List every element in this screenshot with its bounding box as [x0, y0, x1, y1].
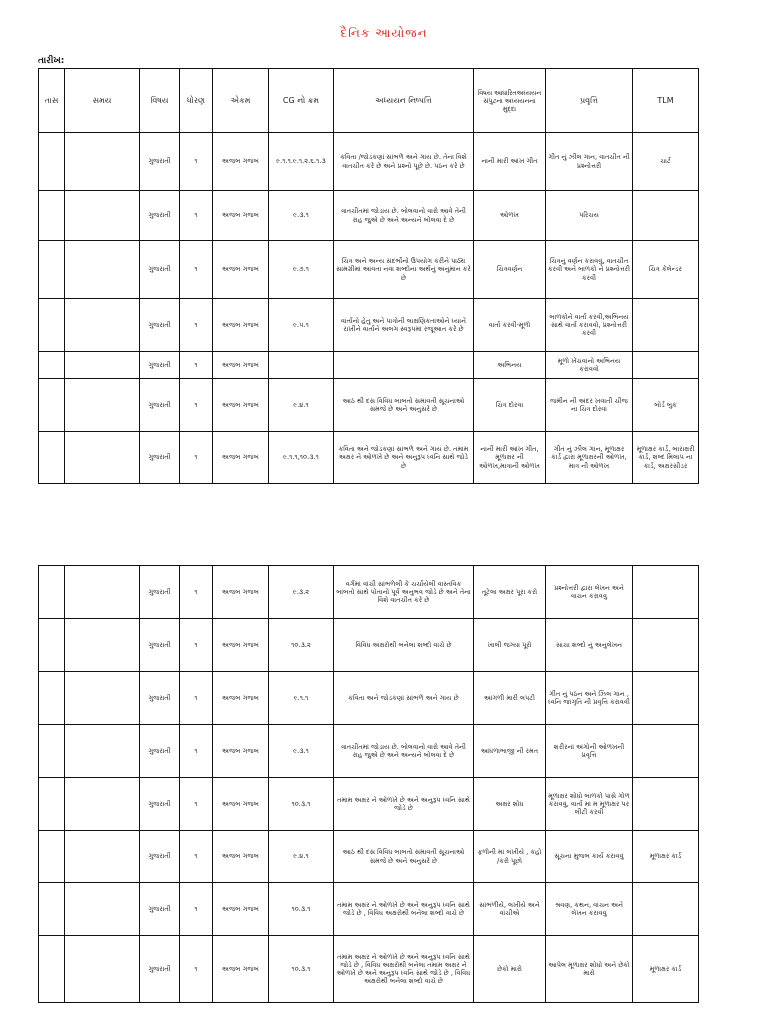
period-cell: [39, 619, 65, 672]
table-row: [39, 778, 699, 831]
unit-cell: અજબ ગજબ: [213, 619, 269, 672]
period-cell: [39, 883, 65, 936]
tlm-cell: [633, 299, 699, 352]
unit-cell: અજબ ગજબ: [213, 191, 269, 241]
outcome-cell: કવિતા અને જોડકણાં સાંભળે અને ગાય છે. તમામ અક્ષર ને ઓળખે છે અને અનુરૂપ ધ્વનિ સાથે જોડે છે: [334, 432, 474, 484]
period-cell: [39, 133, 65, 191]
cg-cell: ૧૦.૩.૨: [269, 619, 334, 672]
unit-cell: અજબ ગજબ: [213, 831, 269, 883]
topic-cell: સાંભળીયે, લખીયે અને વાંચીએ: [474, 883, 546, 936]
table-row: [39, 831, 699, 883]
tlm-cell: [633, 725, 699, 778]
table-row: [39, 352, 699, 379]
daily-plan-table-1: [38, 68, 699, 484]
outcome-cell: વિવિધ અક્ષરોથી બનેલા શબ્દો વાચે છે: [334, 619, 474, 672]
std-cell: ૧: [180, 379, 213, 432]
outcome-cell: આઠ થી દસ વિવિધ બાબતો સમાવતી સૂચનાઓ સમજે છે અને અનુસરે છે: [334, 831, 474, 883]
unit-cell: અજબ ગજબ: [213, 379, 269, 432]
subject-cell: ગુજરાતી: [140, 566, 180, 619]
tlm-cell: [633, 883, 699, 936]
period-cell: [39, 379, 65, 432]
topic-cell: તૂટેલા અક્ષર પૂરા કરો: [474, 566, 546, 619]
header-cell: વિષય: [140, 69, 180, 133]
table-row: [39, 133, 699, 191]
subject-cell: ગુજરાતી: [140, 672, 180, 725]
tlm-cell: [633, 191, 699, 241]
topic-cell: ચિત્ર દોરવા: [474, 379, 546, 432]
activity-cell: ગીત નું પઠન અને ઝિલ ગાન , ધ્વનિ જાગૃતિ ની પ્રવૃત્તિ કરાવવી: [546, 672, 633, 725]
std-cell: ૧: [180, 672, 213, 725]
time-cell: [65, 299, 140, 352]
activity-cell: ચિત્રનું વર્ણન કરાવવું, વાતચીત કરવી અને બાળકો ને પ્રશ્નોત્તરી કરવી: [546, 241, 633, 299]
period-cell: [39, 778, 65, 831]
std-cell: ૧: [180, 883, 213, 936]
period-cell: [39, 299, 65, 352]
topic-cell: આંધળાભાજી ની રમત: [474, 725, 546, 778]
topic-cell: આંગળી મારી લપટી: [474, 672, 546, 725]
cg-cell: [269, 352, 334, 379]
activity-cell: મૂળાક્ષર શોધો બાળકો પાસે ગોળ કરાવવું, વાર્તા માં મ મૂળાક્ષર પર લીટી કરવી: [546, 778, 633, 831]
time-cell: [65, 883, 140, 936]
outcome-cell: વાતચીતમાં જોડાય છે. બોલવાનો વારો આવે તેની રાહ જુએ છે અને અન્યને બોલવા દે છે: [334, 725, 474, 778]
cg-cell: ૧૦.૩.૧: [269, 883, 334, 936]
subject-cell: ગુજરાતી: [140, 352, 180, 379]
time-cell: [65, 352, 140, 379]
time-cell: [65, 566, 140, 619]
header-cell: CG નો ક્રમ: [269, 69, 334, 133]
activity-cell: આપેલ મૂળાક્ષર શોધો અને છેકો મારો: [546, 936, 633, 1003]
subject-cell: ગુજરાતી: [140, 241, 180, 299]
cg-cell: ૯.૫.૧: [269, 299, 334, 352]
activity-cell: ગીત નું ઝીલ ગાન, વાતચીત ની પ્રશ્નોત્તરી: [546, 133, 633, 191]
tlm-cell: મૂળાક્ષર કાર્ડ: [633, 831, 699, 883]
std-cell: ૧: [180, 619, 213, 672]
activity-cell: મૂળો ખેંચવાનો અભિનય કરાવવો: [546, 352, 633, 379]
tlm-cell: બોર્ડ બુક: [633, 379, 699, 432]
std-cell: ૧: [180, 241, 213, 299]
unit-cell: અજબ ગજબ: [213, 566, 269, 619]
outcome-cell: કવિતા /જોડકણાં સાંભળે અને ગાય છે. તેના વિશે વાતચીત કરે છે અને પ્રશ્નો પૂછે છે. પઠન કરે છે: [334, 133, 474, 191]
subject-cell: ગુજરાતી: [140, 191, 180, 241]
period-cell: [39, 672, 65, 725]
table-row: [39, 619, 699, 672]
unit-cell: અજબ ગજબ: [213, 133, 269, 191]
table-row: [39, 299, 699, 352]
subject-cell: ગુજરાતી: [140, 299, 180, 352]
activity-cell: પરિચય: [546, 191, 633, 241]
cg-cell: ૯.૭.૧: [269, 241, 334, 299]
tlm-cell: મૂળાક્ષર કાર્ડ: [633, 936, 699, 1003]
table-row: [39, 672, 699, 725]
table-row: [39, 379, 699, 432]
table-row: [39, 725, 699, 778]
tlm-cell: મૂળાક્ષર કાર્ડ, બારાક્ષરી કાર્ડ, શબ્દ મિલાપ ના કાર્ડ, અક્ષરસીડર: [633, 432, 699, 484]
header-cell: તાસ: [39, 69, 65, 133]
table-row: [39, 432, 699, 484]
header-cell: TLM: [633, 69, 699, 133]
std-cell: ૧: [180, 191, 213, 241]
outcome-cell: [334, 352, 474, 379]
topic-cell: છેકો મારો: [474, 936, 546, 1003]
activity-cell: જમીન ની અંદર ખવાતી ચીજ ના ચિત્ર દોરવા: [546, 379, 633, 432]
time-cell: [65, 778, 140, 831]
time-cell: [65, 725, 140, 778]
unit-cell: અજબ ગજબ: [213, 352, 269, 379]
header-cell: પ્રવૃત્તિ: [546, 69, 633, 133]
outcome-cell: વાર્તાનો હેતુ અને પાત્રોની લાક્ષણિકતાઓને ધ્યાને રાખીને વાર્તાને અલગ સ્વરૂપમાં રજૂઆત કરે છે: [334, 299, 474, 352]
time-cell: [65, 672, 140, 725]
topic-cell: વાર્તા કરવી-મૂળો: [474, 299, 546, 352]
cg-cell: ૯.૪.૧: [269, 379, 334, 432]
std-cell: ૧: [180, 778, 213, 831]
cg-cell: ૯.૩.૧: [269, 191, 334, 241]
header-cell: એકમ: [213, 69, 269, 133]
activity-cell: સાચા શબ્દો નું અનુલેખન: [546, 619, 633, 672]
time-cell: [65, 936, 140, 1003]
cg-cell: ૧૦.૩.૧: [269, 936, 334, 1003]
tlm-cell: [633, 778, 699, 831]
table-row: [39, 241, 699, 299]
time-cell: [65, 191, 140, 241]
period-cell: [39, 936, 65, 1003]
outcome-cell: વર્ગમાં વાંચી સાંભળેલી કે ચર્ચાયેલી વાસ્તવિક બાબતો સાથે પોતાનો પૂર્વ અનુભવ જોડે છે અને તેના વિશે વાતચીત કરે છે: [334, 566, 474, 619]
subject-cell: ગુજરાતી: [140, 831, 180, 883]
tlm-cell: [633, 619, 699, 672]
time-cell: [65, 379, 140, 432]
cg-cell: ૯.૩.૧: [269, 725, 334, 778]
topic-cell: અક્ષર શોધ: [474, 778, 546, 831]
period-cell: [39, 566, 65, 619]
topic-cell: ફળોની માં લખીયે , કહો /કરો પૂછો: [474, 831, 546, 883]
activity-cell: સૂચના મુજબ કાર્ય કરાવવું: [546, 831, 633, 883]
outcome-cell: આઠ થી દસ વિવિધ બાબતો સમાવતી સૂચનાઓ સમજે છે અને અનુસરે છે: [334, 379, 474, 432]
unit-cell: અજબ ગજબ: [213, 432, 269, 484]
table-row: [39, 566, 699, 619]
std-cell: ૧: [180, 566, 213, 619]
header-cell: ધોરણ: [180, 69, 213, 133]
table-row: [39, 936, 699, 1003]
unit-cell: અજબ ગજબ: [213, 672, 269, 725]
outcome-cell: વાતચીતમાં જોડાય છે. બોલવાનો વારો આવે તેની રાહ જુએ છે અને અન્યને બોલવા દે છે: [334, 191, 474, 241]
topic-cell: અભિનય: [474, 352, 546, 379]
outcome-cell: તમામ અક્ષર ને ઓળખે છે અને અનુરૂપ ધ્વનિ સાથે જોડે છે , વિવિધ અક્ષરોથી બનેલા તમામ અક્ષર ને ઓળખે છે અને અનુરૂપ ધ્વનિ સાથે જોડે છે , વિવિધ અક્ષરોથી બનેલા શબ્દો વાચે છે: [334, 936, 474, 1003]
time-cell: [65, 831, 140, 883]
cg-cell: ૯.૪.૧: [269, 831, 334, 883]
subject-cell: ગુજરાતી: [140, 936, 180, 1003]
subject-cell: ગુજરાતી: [140, 133, 180, 191]
topic-cell: નાની મારી આંખ ગીત: [474, 133, 546, 191]
std-cell: ૧: [180, 133, 213, 191]
period-cell: [39, 725, 65, 778]
time-cell: [65, 133, 140, 191]
unit-cell: અજબ ગજબ: [213, 725, 269, 778]
cg-cell: ૧૦.૩.૧: [269, 778, 334, 831]
tlm-cell: [633, 352, 699, 379]
period-cell: [39, 432, 65, 484]
std-cell: ૧: [180, 831, 213, 883]
header-cell: વિષય આધારિતઅધ્યયન સંપુટના અધ્યયનના મુદ્દા: [474, 69, 546, 133]
subject-cell: ગુજરાતી: [140, 432, 180, 484]
time-cell: [65, 241, 140, 299]
subject-cell: ગુજરાતી: [140, 379, 180, 432]
daily-plan-table-2: [38, 565, 699, 1003]
time-cell: [65, 619, 140, 672]
unit-cell: અજબ ગજબ: [213, 299, 269, 352]
std-cell: ૧: [180, 352, 213, 379]
activity-cell: શ્રવણ, કથન, વાંચન અને લેખન કરાવવુ: [546, 883, 633, 936]
outcome-cell: ચિત્ર અને અન્ય સંદર્ભોનો ઉપયોગ કરીને પાઠ્ય સામગ્રીમાં આવતા નવા શબ્દોના અર્થનું અનુમાન કરે છે: [334, 241, 474, 299]
period-cell: [39, 241, 65, 299]
subject-cell: ગુજરાતી: [140, 778, 180, 831]
tlm-cell: ચિત્ર કેલેન્ડર: [633, 241, 699, 299]
subject-cell: ગુજરાતી: [140, 883, 180, 936]
period-cell: [39, 352, 65, 379]
std-cell: ૧: [180, 299, 213, 352]
period-cell: [39, 191, 65, 241]
topic-cell: ઓળખ: [474, 191, 546, 241]
tlm-cell: [633, 566, 699, 619]
activity-cell: પ્રશ્નોત્તરી દ્વારા લેખન અને વાચન કરાવવુ: [546, 566, 633, 619]
activity-cell: શરીરનાં અંગોની ઓળખની પ્રવૃત્તિ: [546, 725, 633, 778]
activity-cell: બાળકોને વાર્તા કરવી,અભિનય સાથે વાર્તા કરાવવો, પ્રશ્નોત્તરી કરવી: [546, 299, 633, 352]
header-cell: સમય: [65, 69, 140, 133]
topic-cell: ચિત્રવર્ણન: [474, 241, 546, 299]
activity-cell: ગીત નું ઝીલ ગાન, મૂળાક્ષર કાર્ડ દ્વારા મૂળાક્ષરની ઓળખ, માત્ર ની ઓળખ: [546, 432, 633, 484]
cg-cell: ૯.૧.૧: [269, 672, 334, 725]
std-cell: ૧: [180, 725, 213, 778]
std-cell: ૧: [180, 936, 213, 1003]
table-row: [39, 883, 699, 936]
tlm-cell: ચાર્ટ: [633, 133, 699, 191]
page-title: દૈનિક આયોજન: [340, 26, 428, 40]
topic-cell: ખાલી જગ્યા પૂરો: [474, 619, 546, 672]
period-cell: [39, 831, 65, 883]
unit-cell: અજબ ગજબ: [213, 241, 269, 299]
std-cell: ૧: [180, 432, 213, 484]
header-cell: અધ્યયન નિષ્પત્તિ: [334, 69, 474, 133]
unit-cell: અજબ ગજબ: [213, 883, 269, 936]
subject-cell: ગુજરાતી: [140, 725, 180, 778]
date-label: તારીખ:: [38, 56, 65, 66]
topic-cell: નાની મારી આંખ ગીત, મૂળાક્ષર ની ઓળખ,માત્રાની ઓળખ: [474, 432, 546, 484]
subject-cell: ગુજરાતી: [140, 619, 180, 672]
table-row: [39, 191, 699, 241]
unit-cell: અજબ ગજબ: [213, 936, 269, 1003]
header-row: [39, 69, 699, 133]
tlm-cell: [633, 672, 699, 725]
outcome-cell: તમામ અક્ષર ને ઓળખે છે અને અનુરૂપ ધ્વનિ સાથે જોડે છે: [334, 778, 474, 831]
time-cell: [65, 432, 140, 484]
cg-cell: ૯.૧.૧,૧૦.૩.૧: [269, 432, 334, 484]
outcome-cell: કવિતા અને જોડકણાં સાંભળે અને ગાય છે: [334, 672, 474, 725]
outcome-cell: તમામ અક્ષર ને ઓળખે છે અને અનુરૂપ ધ્વનિ સાથે જોડે છે , વિવિધ અક્ષરોથી બનેલા શબ્દો વાચે છે: [334, 883, 474, 936]
unit-cell: અજબ ગજબ: [213, 778, 269, 831]
cg-cell: ૯.૧.૧.૯.૧.૨.૬.૧.૩: [269, 133, 334, 191]
cg-cell: ૯.૩.૨: [269, 566, 334, 619]
